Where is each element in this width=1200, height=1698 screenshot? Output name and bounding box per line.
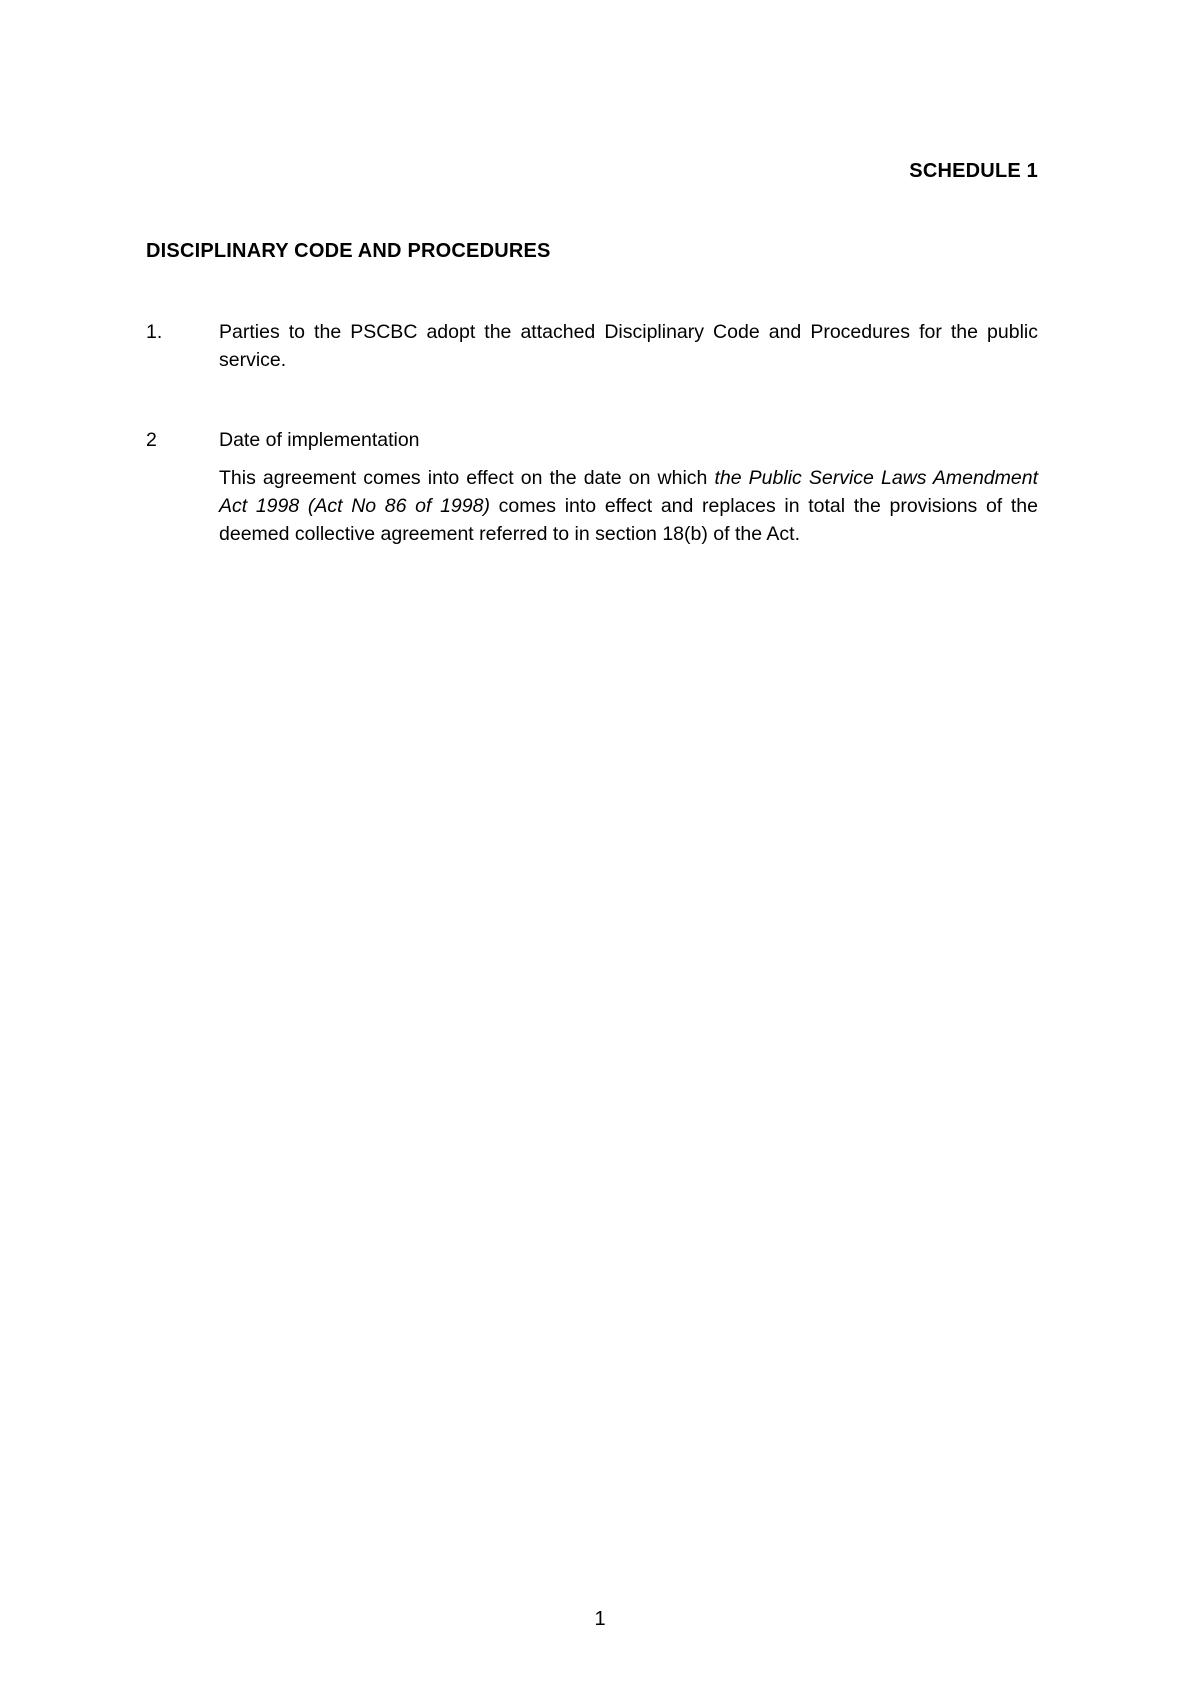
act-reference: the Public Service Laws Amendment Act 1998 (Act No 86 of 1998) <box>219 467 1038 517</box>
document-title: DISCIPLINARY CODE AND PROCEDURES <box>146 240 551 262</box>
schedule-label: SCHEDULE 1 <box>909 160 1038 182</box>
section-2-heading: Date of implementation <box>219 429 420 451</box>
section-1-text: Parties to the PSCBC adopt the attached Disciplinary Code and Procedures for the public service. <box>219 321 1038 371</box>
section-2-paragraph-intro: This agreement comes into effect on the date on which <box>219 467 715 489</box>
section-2 <box>146 426 1038 548</box>
page-number: 1 <box>594 1608 606 1630</box>
section-1 <box>146 318 1038 374</box>
section-2-paragraph <box>219 464 1038 548</box>
section-2-number: 2 <box>146 429 157 451</box>
section-1-number: 1. <box>146 321 163 343</box>
section-2-paragraph-rest: comes into effect and replaces in total the provisions of the deemed collective agreement referred to in section 18(b) of the Act. <box>219 495 1038 545</box>
